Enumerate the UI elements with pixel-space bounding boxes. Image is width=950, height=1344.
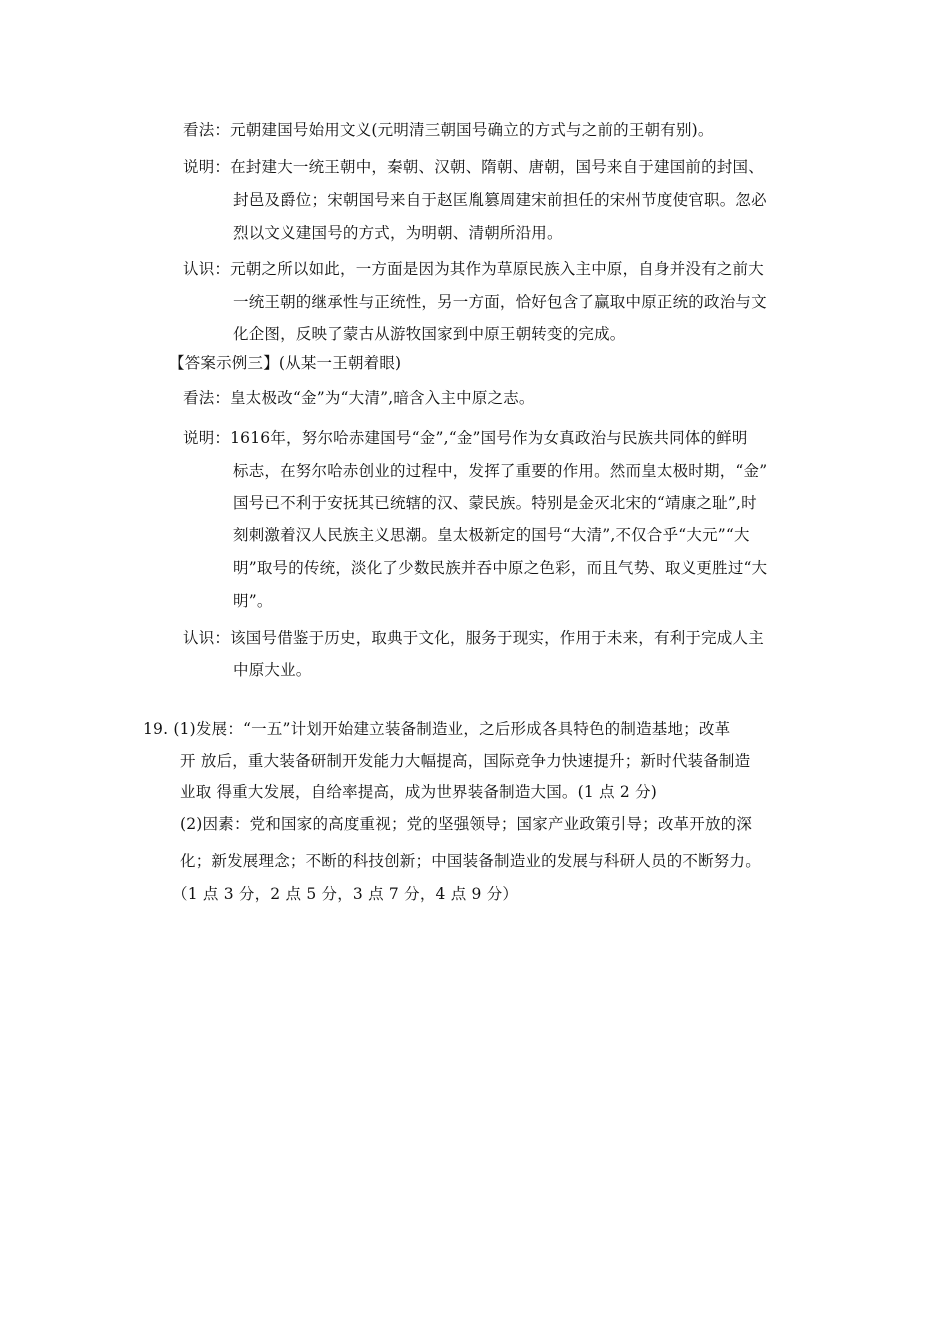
q19-part1-line-3: 业取 得重大发展，自给率提高，成为世界装备制造大国。(1 点 2 分)	[180, 783, 658, 801]
example3-explain-line-4: 刻刺激着汉人民族主义思潮。皇太极新定的国号“大清”,不仅合乎“大元”“大	[233, 526, 750, 544]
example2-explain-line-1: 说明：在封建大一统王朝中，秦朝、汉朝、隋朝、唐朝，国号来自于建国前的封国、	[183, 158, 764, 176]
q19-part2-line-2: 化；新发展理念；不断的科技创新；中国装备制造业的发展与科研人员的不断努力。	[180, 852, 761, 870]
example3-explain-line-2: 标志，在努尔哈赤创业的过程中，发挥了重要的作用。然而皇太极时期，“金”	[233, 462, 768, 480]
example3-heading: 【答案示例三】(从某一王朝着眼)	[169, 354, 402, 372]
example3-explain-line-1: 说明：1616年，努尔哈赤建国号“金”,“金”国号作为女真政治与民族共同体的鲜明	[183, 429, 748, 447]
q19-part1-line-2: 开 放后，重大装备研制开发能力大幅提高，国际竞争力快速提升；新时代装备制造	[180, 752, 751, 770]
example3-explain-line-6: 明”。	[233, 592, 273, 610]
q19-scoring-note: （1 点 3 分，2 点 5 分，3 点 7 分，4 点 9 分）	[172, 885, 519, 903]
example3-explain-line-3: 国号已不利于安抚其已统辖的汉、蒙民族。特别是金灭北宋的“靖康之耻”,时	[233, 494, 757, 512]
example2-recognize-line-2: 一统王朝的继承性与正统性，另一方面，恰好包含了赢取中原正统的政治与文	[233, 293, 767, 311]
example3-view: 看法：皇太极改“金”为“大清”,暗含入主中原之志。	[183, 389, 535, 407]
example2-explain-line-2: 封邑及爵位；宋朝国号来自于赵匡胤篡周建宋前担任的宋州节度使官职。忽必	[233, 191, 767, 209]
example2-recognize-line-1: 认识：元朝之所以如此，一方面是因为其作为草原民族入主中原，自身并没有之前大	[183, 260, 764, 278]
example2-recognize-line-3: 化企图，反映了蒙古从游牧国家到中原王朝转变的完成。	[233, 325, 626, 343]
example3-recognize-line-2: 中原大业。	[233, 661, 312, 679]
q19-part2-line-1: (2)因素：党和国家的高度重视；党的坚强领导；国家产业政策引导；改革开放的深	[180, 815, 753, 833]
example3-explain-line-5: 明”取号的传统，淡化了少数民族并吞中原之色彩，而且气势、取义更胜过“大	[233, 559, 768, 577]
example2-explain-line-3: 烈以文义建国号的方式，为明朝、清朝所沿用。	[233, 224, 563, 242]
q19-part1-line-1: 19. (1)发展：“一五”计划开始建立装备制造业，之后形成各具特色的制造基地；改革	[143, 720, 731, 738]
example2-view: 看法：元朝建国号始用文义(元明清三朝国号确立的方式与之前的王朝有别)。	[183, 121, 714, 139]
example3-recognize-line-1: 认识：该国号借鉴于历史，取典于文化，服务于现实，作用于未来，有利于完成人主	[183, 629, 764, 647]
